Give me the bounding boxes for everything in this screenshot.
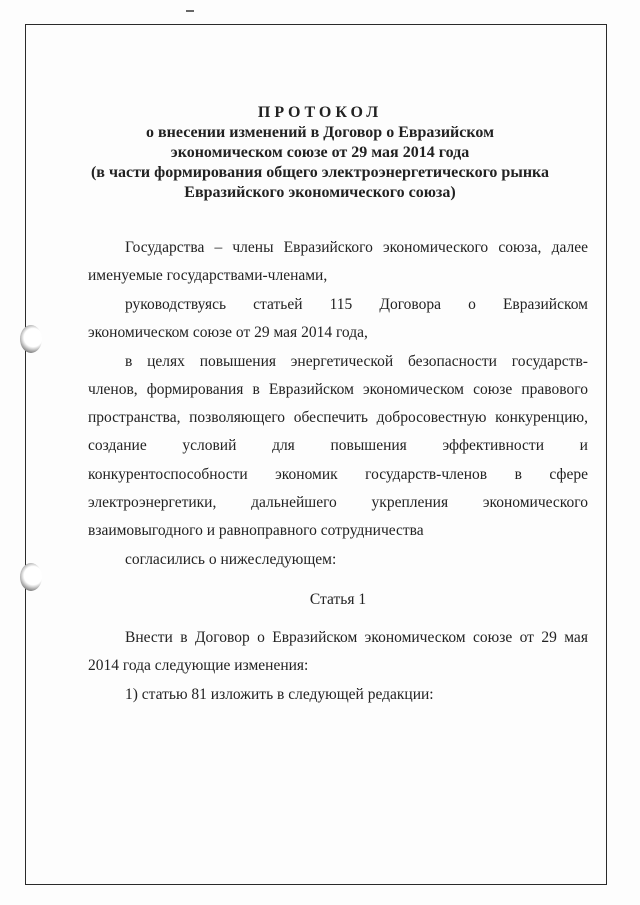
word: добросовестную <box>376 409 487 426</box>
title-line-4: Евразийского экономического союза) <box>184 184 456 201</box>
word: членов, <box>88 381 138 398</box>
word: энергетической <box>290 353 394 370</box>
word: и <box>579 437 588 454</box>
word: о <box>468 296 476 313</box>
word: Внести <box>125 629 173 646</box>
article-heading: Статья 1 <box>309 591 367 608</box>
word: Договора <box>379 296 442 313</box>
word: пространства, <box>88 409 181 426</box>
para-2-line-2: экономическом союзе от 29 мая 2014 года, <box>88 324 368 341</box>
word: союза, <box>498 239 542 256</box>
word: сфере <box>549 466 588 483</box>
word: формирования <box>146 381 244 398</box>
para-3-line-4 <box>88 436 588 456</box>
word: статьей <box>253 296 303 313</box>
word: члены <box>232 239 274 256</box>
para-5-line-1 <box>125 628 588 648</box>
word: руководствуясь <box>125 296 227 313</box>
document-title: ПРОТОКОЛ <box>257 104 383 121</box>
title-line-2: экономическом союзе от 29 мая 2014 года <box>170 144 470 161</box>
word: экономического <box>482 494 588 511</box>
word: конкуренцию, <box>495 409 588 426</box>
word: – <box>214 239 223 256</box>
word: 115 <box>329 296 353 313</box>
word: правового <box>521 381 588 398</box>
word: в <box>125 353 133 370</box>
word: повышения <box>330 437 407 454</box>
para-3-line-1 <box>125 352 588 372</box>
word: далее <box>551 239 588 256</box>
title-line-1: о внесении изменений в Договор о Евразийском <box>146 124 494 141</box>
word: экономическом <box>363 381 464 398</box>
word: Евразийском <box>502 296 588 313</box>
punch-hole-bottom <box>20 563 42 591</box>
para-3-line-3 <box>88 408 588 428</box>
para-1-line-2: именуемые государствами-членами, <box>88 267 328 284</box>
para-3-line-7: взаимовыгодного и равноправного сотрудничества <box>88 522 424 539</box>
para-6: 1) статью 81 изложить в следующей редакции: <box>125 686 434 703</box>
word: Евразийского <box>283 239 373 256</box>
word: создание <box>88 437 147 454</box>
para-4: согласились о нижеследующем: <box>125 551 337 568</box>
word: условий <box>182 437 237 454</box>
word: позволяющего <box>189 409 286 426</box>
word: в <box>180 629 188 646</box>
word: конкурентоспособности <box>88 466 248 483</box>
word: укрепления <box>371 494 449 511</box>
word: экономическом <box>364 629 466 646</box>
word: в <box>514 466 522 483</box>
word: повышения <box>199 353 276 370</box>
word: целях <box>147 353 185 370</box>
word: Евразийском <box>272 629 358 646</box>
word: безопасности <box>407 353 497 370</box>
para-3-line-2 <box>88 380 588 400</box>
punch-hole-top <box>20 325 42 353</box>
word: от <box>519 629 534 646</box>
word: Государства <box>125 239 205 256</box>
word: о <box>257 629 265 646</box>
word: союзе <box>473 381 513 398</box>
word: Договор <box>194 629 250 646</box>
para-5-line-2: 2014 года следующие изменения: <box>88 657 309 674</box>
title-line-3: (в части формирования общего электроэнергетического рынка <box>90 164 550 181</box>
word: Евразийском <box>268 381 354 398</box>
word: эффективности <box>442 437 544 454</box>
word: государств- <box>511 353 588 370</box>
word: электроэнергетики, <box>88 494 217 511</box>
word: экономического <box>383 239 489 256</box>
para-3-line-6 <box>88 493 588 513</box>
para-3-line-5 <box>88 465 588 485</box>
word: союзе <box>473 629 513 646</box>
word: для <box>272 437 295 454</box>
word: обеспечить <box>293 409 369 426</box>
word: в <box>252 381 260 398</box>
scan-artifact <box>186 10 194 12</box>
word: 29 <box>541 629 557 646</box>
word: дальнейшего <box>251 494 337 511</box>
word: мая <box>564 629 588 646</box>
word: экономик <box>275 466 338 483</box>
word: государств-членов <box>365 466 488 483</box>
para-1-line-1 <box>125 238 588 258</box>
para-2-line-1 <box>125 295 588 315</box>
